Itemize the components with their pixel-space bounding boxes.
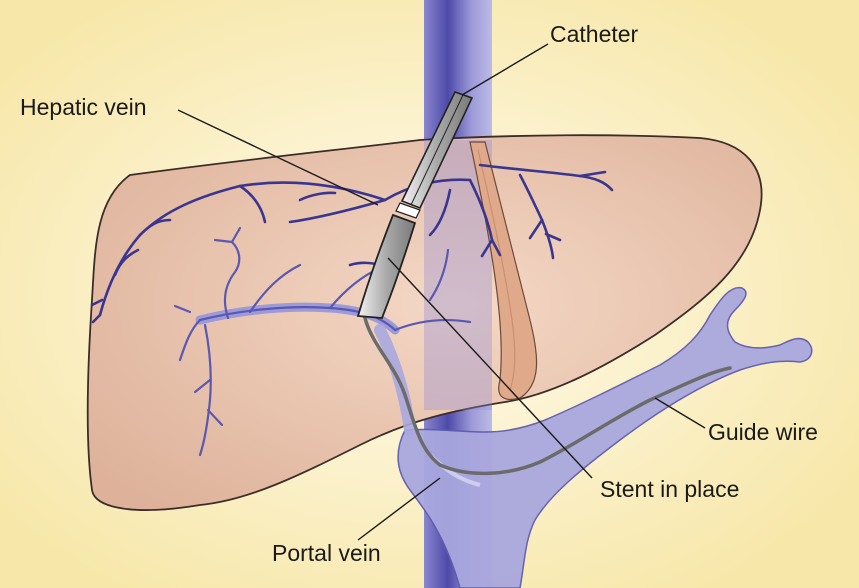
stent-in-place-label: Stent in place: [600, 476, 740, 502]
catheter-label: Catheter: [550, 21, 639, 47]
portal-vein-label: Portal vein: [272, 540, 381, 566]
hepatic-vein-label: Hepatic vein: [20, 94, 147, 120]
guide-wire-label: Guide wire: [708, 419, 818, 445]
